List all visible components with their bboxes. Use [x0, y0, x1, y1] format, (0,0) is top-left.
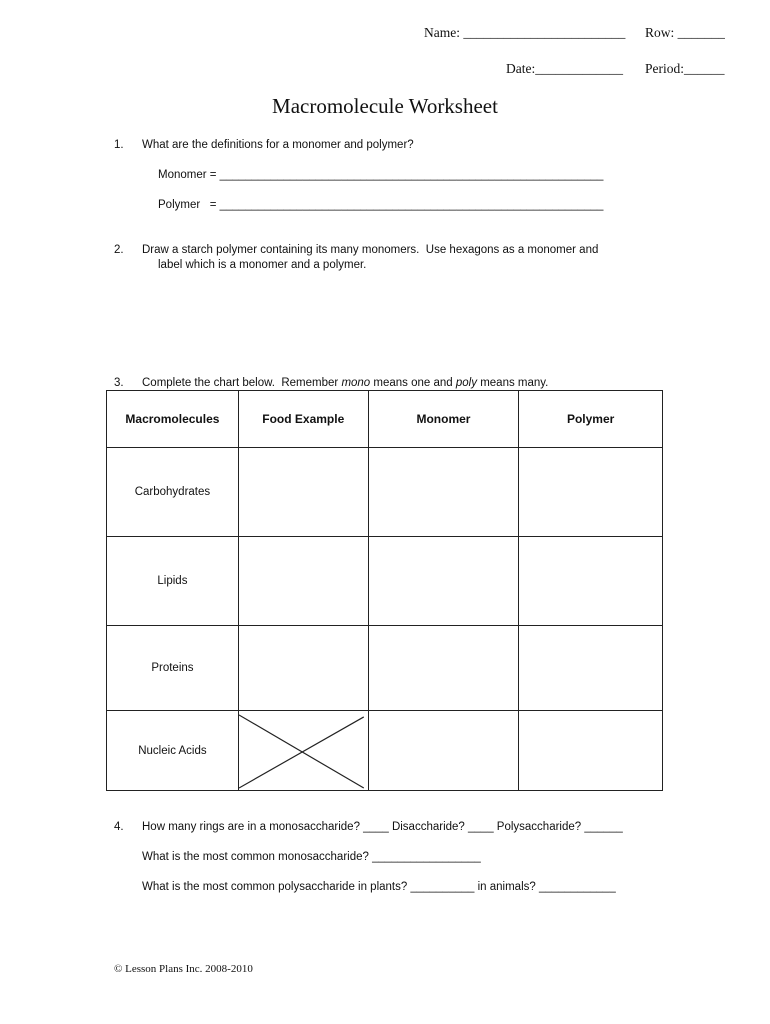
q2-text-line2: label which is a monomer and a polymer. — [158, 259, 367, 271]
blank-cell[interactable] — [368, 448, 519, 537]
row-label-nucleic-acids: Nucleic Acids — [107, 711, 239, 791]
table-row — [107, 537, 663, 626]
q4-text-line2: What is the most common monosaccharide? _________________ — [142, 851, 481, 863]
page-title: Macromolecule Worksheet — [272, 94, 498, 118]
row-label-proteins: Proteins — [107, 626, 239, 711]
blank-cell[interactable] — [368, 537, 519, 626]
blank-cell[interactable] — [519, 711, 663, 791]
blank-cell[interactable] — [368, 711, 519, 791]
header-food-example: Food Example — [238, 391, 368, 448]
blank-cell[interactable] — [238, 626, 368, 711]
table-header-row — [107, 391, 663, 448]
q4-text-line3: What is the most common polysaccharide in plants? __________ in animals? ____________ — [142, 881, 616, 893]
polymer-definition-line: Polymer = ____________________________________________________________ — [158, 199, 604, 211]
monomer-definition-line: Monomer = ____________________________________________________________ — [158, 169, 604, 181]
q3-text-mid: means one and — [370, 377, 456, 389]
header-polymer: Polymer — [519, 391, 663, 448]
blank-cell[interactable] — [519, 537, 663, 626]
row-label-lipids: Lipids — [107, 537, 239, 626]
blank-cell[interactable] — [519, 626, 663, 711]
q1-text: What are the definitions for a monomer and polymer? — [142, 139, 414, 151]
date-field: Date:_____________ — [506, 61, 623, 76]
q3-mono: mono — [341, 377, 371, 389]
header-monomer: Monomer — [368, 391, 519, 448]
q4-number: 4. — [114, 821, 124, 833]
row-label-carbohydrates: Carbohydrates — [107, 448, 239, 537]
q4-text-line1: How many rings are in a monosaccharide? ____ Disaccharide? ____ Polysaccharide? ______ — [142, 821, 623, 833]
q3-text-after: means many. — [477, 377, 549, 389]
q3-text — [142, 377, 548, 389]
name-field: Name: ________________________ — [424, 25, 626, 40]
cross-out-mark — [239, 711, 368, 790]
blank-cell[interactable] — [238, 448, 368, 537]
blank-cell[interactable] — [368, 626, 519, 711]
period-field: Period:______ — [645, 61, 725, 76]
q2-number: 2. — [114, 244, 124, 256]
header-macromolecules: Macromolecules — [107, 391, 239, 448]
table-row — [107, 448, 663, 537]
macromolecule-chart — [106, 390, 663, 791]
row-field: Row: _______ — [645, 25, 725, 40]
copyright-footer: © Lesson Plans Inc. 2008-2010 — [114, 963, 253, 975]
q2-text-line1: Draw a starch polymer containing its many monomers. Use hexagons as a monomer and — [142, 244, 599, 256]
blank-cell[interactable] — [519, 448, 663, 537]
q3-text-before: Complete the chart below. Remember — [142, 377, 342, 389]
q1-number: 1. — [114, 139, 124, 151]
table-row — [107, 711, 663, 791]
crossed-out-cell — [238, 711, 368, 791]
table-row — [107, 626, 663, 711]
q3-poly: poly — [455, 377, 477, 389]
blank-cell[interactable] — [238, 537, 368, 626]
q3-number: 3. — [114, 377, 124, 389]
